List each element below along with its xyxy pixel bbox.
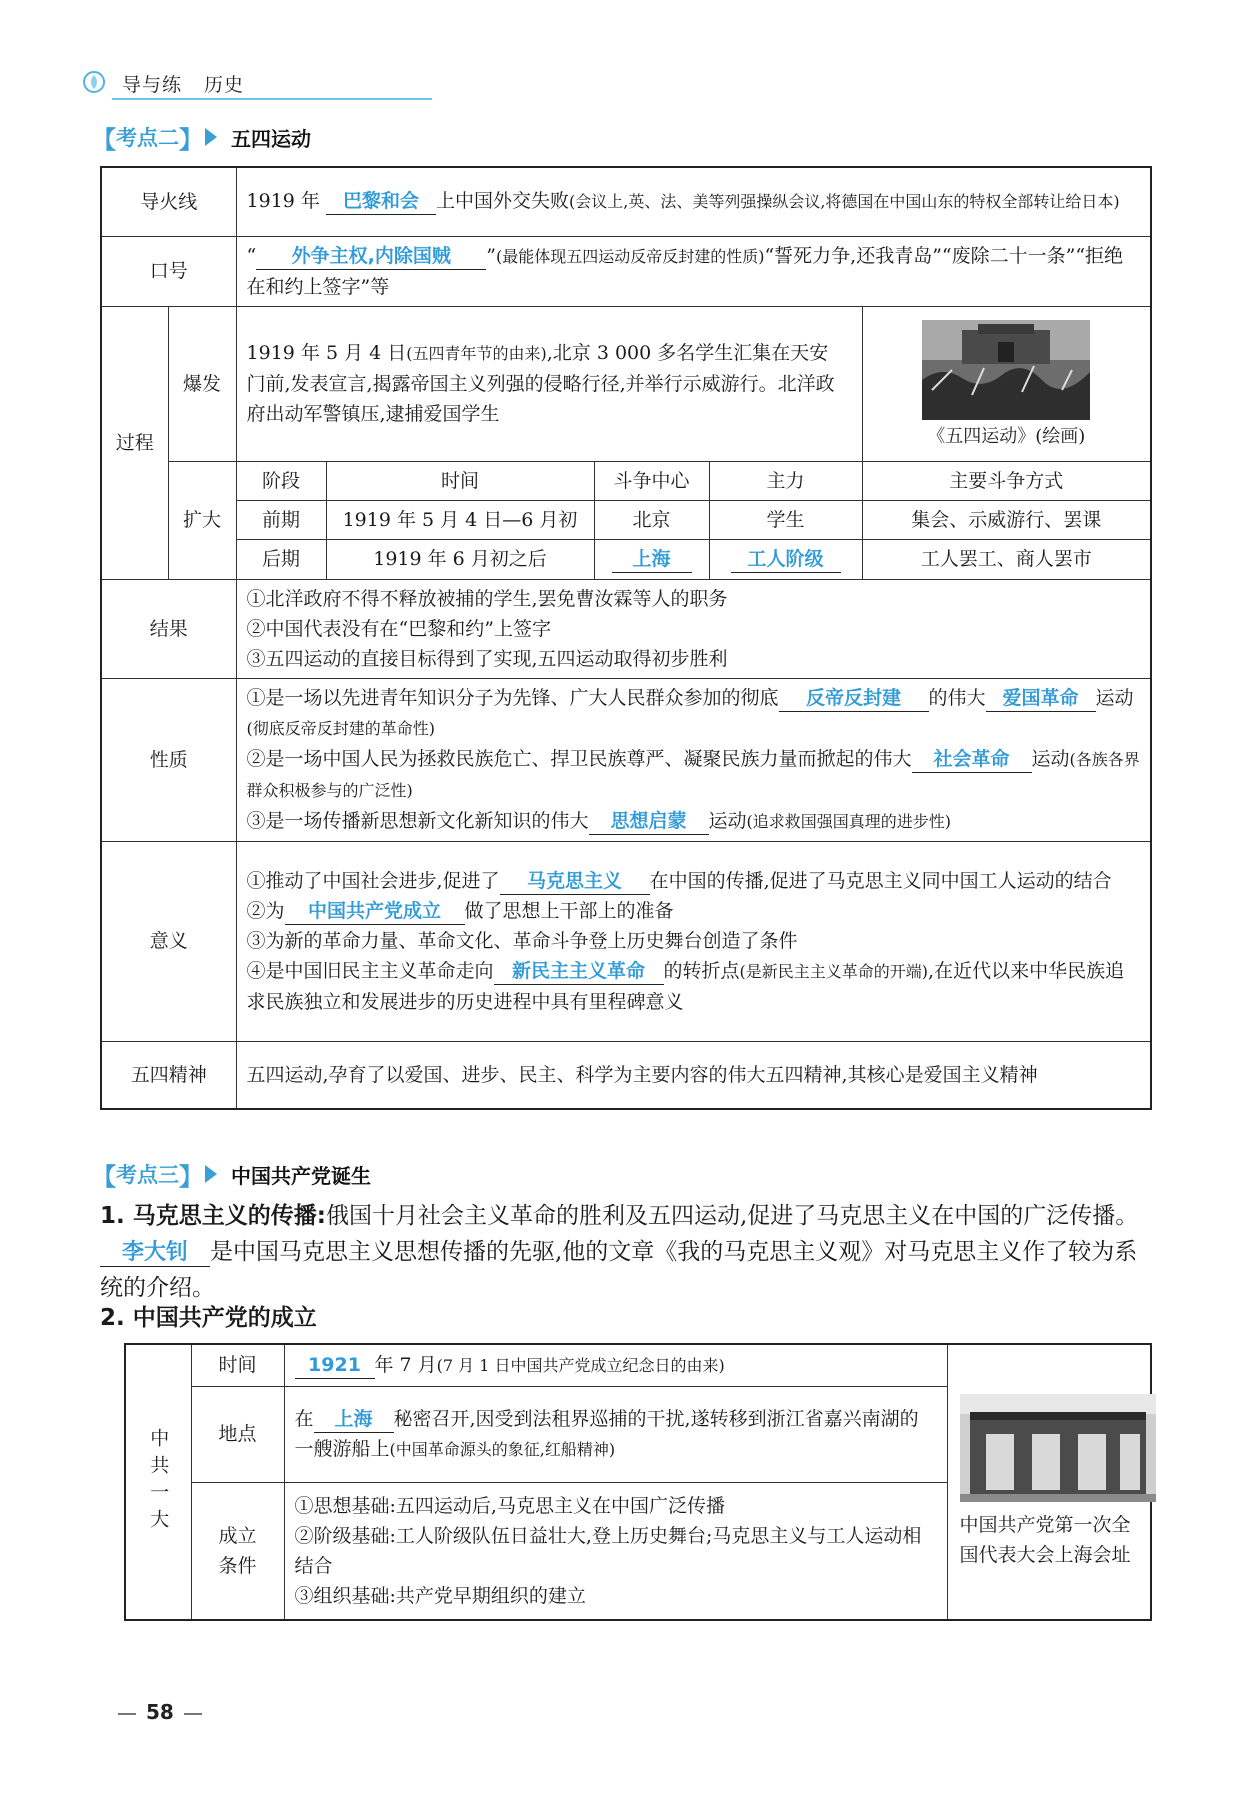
label-fuse: 导火线 <box>101 167 236 236</box>
label-slogan: 口号 <box>101 236 236 306</box>
note: (中国革命源头的象征,红船精神) <box>389 1439 616 1459</box>
answer-blank: 社会革命 <box>912 746 1032 773</box>
answer-blank: 马克思主义 <box>500 868 650 895</box>
page-header <box>82 64 432 100</box>
cell-result <box>236 579 1151 678</box>
answer-blank: 新民主主义革命 <box>494 958 664 985</box>
page-number: 58 <box>108 1700 212 1724</box>
cell-center: 北京 <box>594 500 709 539</box>
cell-center <box>594 539 709 579</box>
row-significance <box>101 841 1151 1041</box>
text: 上中国外交失败 <box>435 190 569 213</box>
first-congress-table <box>124 1343 1152 1621</box>
header-time: 时间 <box>326 461 594 500</box>
arrow-icon <box>205 1165 217 1183</box>
item-heading: 2. 中国共产党的成立 <box>100 1305 317 1331</box>
note: (会议上,英、法、美等列强操纵会议,将德国在中国山东的特权全部转让给日本) <box>568 192 1120 212</box>
section-heading-3 <box>92 1157 371 1191</box>
list-item: ①推动了中国社会进步,促进了 马克思主义 在中国的传播,促进了马克思主义同中国工人运动的结合 <box>247 866 1141 896</box>
note: (追求救国强国真理的进步性) <box>746 811 952 831</box>
cell-stage: 前期 <box>236 500 326 539</box>
answer-blank: 上海 <box>314 1406 394 1433</box>
text: ” <box>486 244 496 267</box>
answer-blank: 1921 <box>295 1352 375 1379</box>
label-significance: 意义 <box>101 841 236 1041</box>
text: 是中国马克思主义思想传播的先驱,他的文章《我的马克思主义观》对马克思主义作了较为系统的介绍。 <box>100 1239 1138 1301</box>
label-process: 过程 <box>101 306 168 579</box>
cell-painting <box>862 306 1151 461</box>
note: (五四青年节的由来) <box>406 344 547 363</box>
row-outbreak <box>101 306 1151 461</box>
list-item: ③是一场传播新思想新文化新知识的伟大 思想启蒙 运动(追求救国强国真理的进步性) <box>247 806 1141 837</box>
row-fuse <box>101 167 1151 236</box>
cell-outbreak <box>236 306 862 461</box>
text: “ <box>246 244 257 267</box>
text: 1919 年 5 月 4 日 <box>246 342 407 364</box>
cell-stage: 后期 <box>236 539 326 579</box>
label-first-congress: 中共一大 <box>125 1344 191 1620</box>
list-item: ③为新的革命力量、革命文化、革命斗争登上历史舞台创造了条件 <box>246 929 798 952</box>
header-text <box>122 70 244 97</box>
section-title: 中国共产党诞生 <box>231 1163 371 1188</box>
header-underline <box>112 98 432 100</box>
text: “誓死力争,还我青岛”“废除二十一条”“拒绝在和约上签字”等 <box>246 244 1124 298</box>
answer-blank: 中国共产党成立 <box>285 898 465 925</box>
row-result <box>101 579 1151 678</box>
note: (彻底反帝反封建的革命性) <box>246 718 436 738</box>
cell-spirit: 五四运动,孕育了以爱国、进步、民主、科学为主要内容的伟大五四精神,其核心是爱国主义精神 <box>236 1041 1151 1109</box>
list-item: ②是一场中国人民为拯救民族危亡、捍卫民族尊严、凝聚民族力量而掀起的伟大 社会革命 运动(各族各界群众积极参与的广泛性) <box>246 747 1140 800</box>
cell-main-force <box>709 539 862 579</box>
header-stage: 阶段 <box>236 461 326 500</box>
row-slogan <box>101 236 1151 306</box>
header-main-force: 主力 <box>709 461 862 500</box>
label-place: 地点 <box>191 1386 284 1482</box>
answer-blank: 李大钊 <box>100 1240 210 1267</box>
note: (各族各界群众积极参与的广泛性) <box>246 749 1140 800</box>
site-caption: 中国共产党第一次全国代表大会上海会址 <box>959 1514 1131 1566</box>
row-time <box>125 1344 1151 1386</box>
label-nature: 性质 <box>101 678 236 841</box>
cell-slogan <box>236 236 1151 306</box>
cell-conditions <box>284 1482 947 1620</box>
text: 1919 年 <box>246 190 320 213</box>
arrow-icon <box>205 128 217 146</box>
answer-blank: 反帝反封建 <box>779 685 929 712</box>
note: (最能体现五四运动反帝反封建的性质) <box>495 246 765 266</box>
congress-site-photo-image <box>960 1394 1156 1502</box>
section-heading-2 <box>92 120 311 154</box>
book-name: 导与练 <box>122 74 183 96</box>
text: ,北京 3 000 多名学生汇集在天安门前,发表宣言,揭露帝国主义列强的侵略行径,并举行示威游行。北洋政府出动军警镇压,逮捕爱国学生 <box>246 342 835 425</box>
row-spirit <box>101 1041 1151 1109</box>
note: (是新民主主义革命的开端) <box>739 961 929 981</box>
row-nature <box>101 678 1151 841</box>
answer-blank: 外争主权,内除国贼 <box>256 243 486 270</box>
list-item: ③五四运动的直接目标得到了实现,五四运动取得初步胜利 <box>246 647 728 670</box>
answer-blank: 工人阶级 <box>731 546 841 573</box>
list-item: ①思想基础:五四运动后,马克思主义在中国广泛传播 <box>294 1494 725 1517</box>
row-late <box>101 539 1151 579</box>
row-early <box>101 500 1151 539</box>
list-item: ②为 中国共产党成立 做了思想上干部上的准备 <box>247 896 1141 926</box>
cell-nature <box>236 678 1151 841</box>
label-result: 结果 <box>101 579 236 678</box>
list-item: ①是一场以先进青年知识分子为先锋、广大人民群众参加的彻底 反帝反封建 的伟大 爱国革命 运动(彻底反帝反封建的革命性) <box>246 686 1134 738</box>
answer-blank: 巴黎和会 <box>326 188 436 215</box>
list-item: ④是中国旧民主主义革命走向 新民主主义革命 的转折点(是新民主主义革命的开端),在近代以来中华民族追求民族独立和发展进步的历史进程中具有里程碑意义 <box>246 959 1125 1013</box>
section-tag: 【 考点三 】 <box>92 1159 217 1189</box>
row-expand-header <box>101 461 1151 500</box>
answer-blank: 上海 <box>612 546 692 573</box>
header-method: 主要斗争方式 <box>862 461 1151 500</box>
book-logo-icon <box>82 70 106 94</box>
item-party-founding <box>100 1300 1160 1336</box>
label-spirit: 五四精神 <box>101 1041 236 1109</box>
cell-time: 1921 年 7 月(7 月 1 日中国共产党成立纪念日的由来) <box>284 1344 947 1386</box>
label-outbreak: 爆发 <box>168 306 236 461</box>
item-heading: 1. 马克思主义的传播: <box>100 1203 326 1229</box>
item-marxism-spread <box>100 1198 1160 1306</box>
cell-fuse <box>236 167 1151 236</box>
cell-time: 1919 年 5 月 4 日—6 月初 <box>326 500 594 539</box>
cell-main-force: 学生 <box>709 500 862 539</box>
label-conditions: 成立条件 <box>191 1482 284 1620</box>
answer-blank: 爱国革命 <box>986 685 1096 712</box>
painting-caption: 《五四运动》(绘画) <box>927 425 1086 447</box>
section-tag: 【 考点二 】 <box>92 122 217 152</box>
header-center: 斗争中心 <box>594 461 709 500</box>
note: (7 月 1 日中国共产党成立纪念日的由来) <box>436 1355 725 1375</box>
list-item: ②阶级基础:工人阶级队伍日益壮大,登上历史舞台;马克思主义与工人运动相结合 <box>294 1524 922 1577</box>
label-expand: 扩大 <box>168 461 236 579</box>
cell-site-photo <box>947 1344 1151 1620</box>
cell-significance <box>236 841 1151 1041</box>
subject-name: 历史 <box>204 74 245 96</box>
may-fourth-painting-image <box>922 320 1090 420</box>
cell-method: 工人罢工、商人罢市 <box>862 539 1151 579</box>
cell-time: 1919 年 6 月初之后 <box>326 539 594 579</box>
list-item: ①北洋政府不得不释放被捕的学生,罢免曹汝霖等人的职务 <box>246 587 728 610</box>
label-time: 时间 <box>191 1344 284 1386</box>
list-item: ②中国代表没有在“巴黎和约”上签字 <box>246 617 551 640</box>
section-title: 五四运动 <box>231 126 311 151</box>
text: 俄国十月社会主义革命的胜利及五四运动,促进了马克思主义在中国的广泛传播。 <box>325 1203 1139 1229</box>
list-item: ③组织基础:共产党早期组织的建立 <box>294 1584 586 1607</box>
cell-place: 在 上海 秘密召开,因受到法租界巡捕的干扰,遂转移到浙江省嘉兴南湖的一艘游船上(中国革命源头的象征,红船精神) <box>284 1386 947 1482</box>
cell-method: 集会、示威游行、罢课 <box>862 500 1151 539</box>
may-fourth-table <box>100 166 1152 1110</box>
answer-blank: 思想启蒙 <box>589 808 709 835</box>
